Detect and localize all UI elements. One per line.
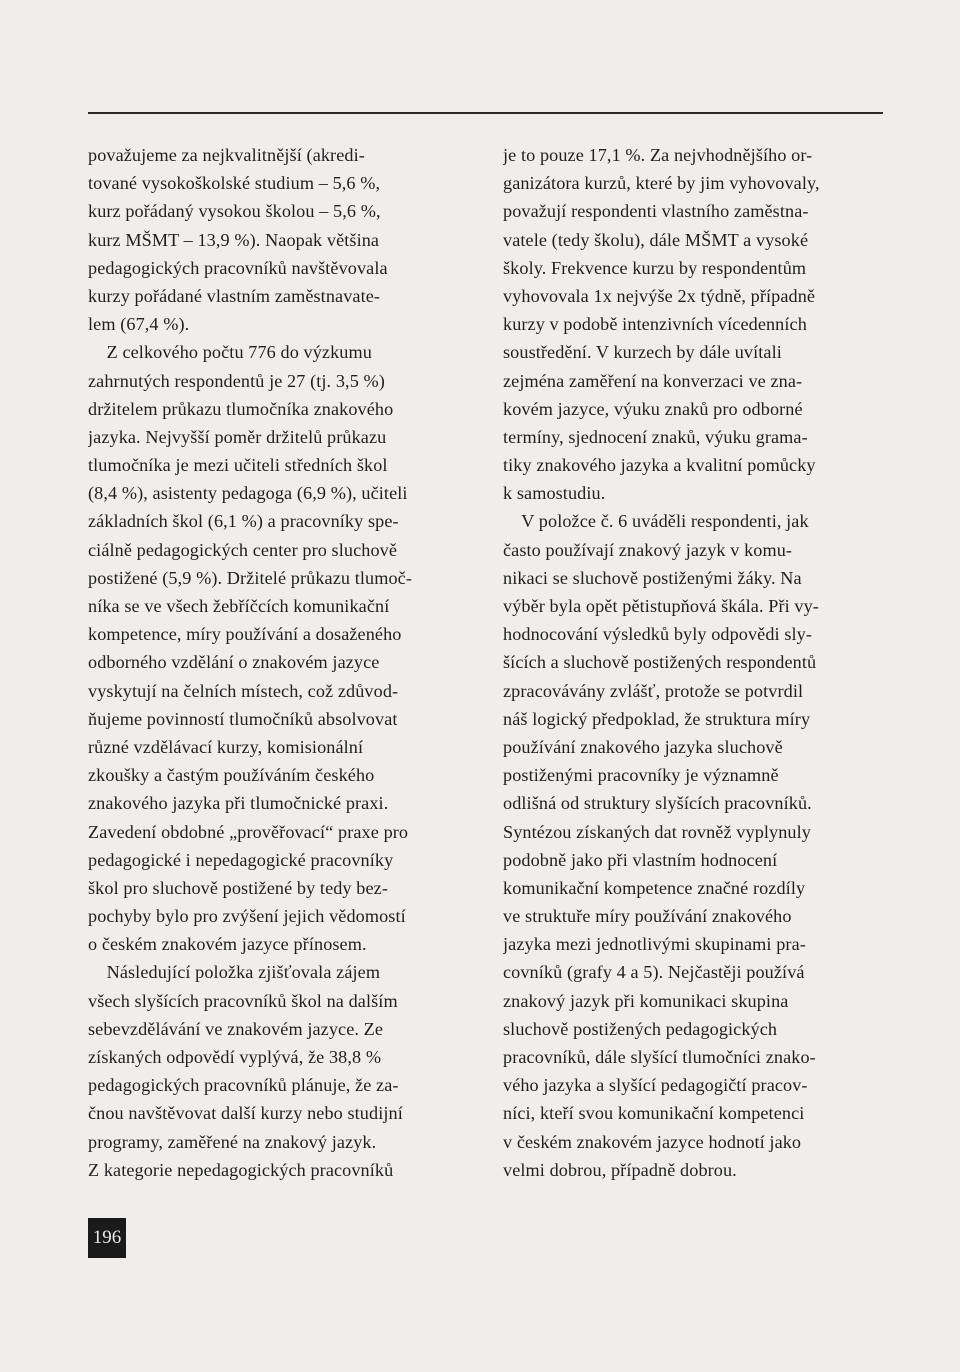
- text-line: vyhovovala 1x nejvýše 2x týdně, případně: [503, 285, 816, 306]
- text-line: vyskytují na čelních místech, což zdůvod-: [88, 680, 399, 701]
- text-line: tované vysokoškolské studium – 5,6 %,: [88, 173, 381, 194]
- text-line: pedagogických pracovníků plánuje, že za-: [88, 1075, 399, 1096]
- text-line: podobně jako při vlastním hodnocení: [503, 849, 778, 870]
- text-line: ciálně pedagogických center pro sluchově: [88, 539, 398, 560]
- text-line: termíny, sjednocení znaků, výuku grama-: [503, 426, 808, 447]
- text-line: sluchově postižených pedagogických: [503, 1018, 778, 1039]
- text-line: používání znakového jazyka sluchově: [503, 736, 783, 757]
- text-line: kurzy v podobě intenzivních vícedenních: [503, 314, 807, 335]
- text-line: výběr byla opět pětistupňová škála. Při vy-: [503, 596, 819, 616]
- text-line: pochyby bylo pro zvýšení jejich vědomostí: [88, 906, 406, 927]
- text-line: soustředění. V kurzech by dále uvítali: [503, 342, 782, 363]
- header-rule: [88, 112, 883, 114]
- text-line: k samostudiu.: [503, 483, 606, 504]
- text-line: škol pro sluchově postižené by tedy bez-: [88, 877, 388, 898]
- text-line: Z celkového počtu 776 do výzkumu: [88, 342, 372, 363]
- text-line: postižené (5,9 %). Držitelé průkazu tlumoč-: [88, 567, 412, 588]
- text-line: níci, kteří svou komunikační kompetenci: [503, 1103, 805, 1124]
- text-line: vatele (tedy školu), dále MŠMT a vysoké: [503, 229, 809, 250]
- text-line: sebevzdělávání ve znakovém jazyce. Ze: [88, 1018, 384, 1039]
- text-line: odborného vzdělání o znakovém jazyce: [88, 652, 380, 673]
- text-line: školy. Frekvence kurzu by respondentům: [503, 257, 807, 278]
- text-line: komunikační kompetence značné rozdíly: [503, 877, 806, 898]
- text-line: znakového jazyka při tlumočnické praxi.: [88, 793, 389, 814]
- text-line: kompetence, míry používání a dosaženého: [88, 624, 402, 645]
- text-line: ňujeme povinností tlumočníků absolvovat: [88, 708, 398, 729]
- text-line: šících a sluchově postižených respondentů: [503, 652, 817, 673]
- text-line: Zavedení obdobné „prověřovací“ praxe pro: [88, 821, 409, 842]
- text-line: nikaci se sluchově postiženými žáky. Na: [503, 567, 802, 588]
- text-line: kurzy pořádané vlastním zaměstnavate-: [88, 285, 381, 306]
- text-line: kovém jazyce, výuku znaků pro odborné: [503, 398, 803, 419]
- text-line: Z kategorie nepedagogických pracovníků: [88, 1159, 394, 1180]
- text-line: (8,4 %), asistenty pedagoga (6,9 %), učiteli: [88, 483, 408, 504]
- text-line: zpracovávány zvlášť, protože se potvrdil: [503, 680, 804, 701]
- text-line: o českém znakovém jazyce přínosem.: [88, 934, 367, 955]
- text-line: Syntézou získaných dat rovněž vyplynuly: [503, 821, 811, 842]
- text-line: získaných odpovědí vyplývá, že 38,8 %: [88, 1047, 382, 1067]
- text-line: čnou navštěvovat další kurzy nebo studijní: [88, 1103, 403, 1124]
- text-line: zkoušky a častým používáním českého: [88, 765, 375, 786]
- text-line: znakový jazyk při komunikaci skupina: [503, 990, 789, 1011]
- text-line: různé vzdělávací kurzy, komisionální: [88, 736, 364, 757]
- text-line: v českém znakovém jazyce hodnotí jako: [503, 1131, 802, 1152]
- text-line: držitelem průkazu tlumočníka znakového: [88, 398, 394, 419]
- text-line: zejména zaměření na konverzaci ve zna-: [503, 370, 803, 391]
- text-line: je to pouze 17,1 %. Za nejvhodnějšího or-: [503, 145, 813, 165]
- text-line: pracovníků, dále slyšící tlumočníci znako-: [503, 1047, 816, 1067]
- text-line: lem (67,4 %).: [88, 314, 190, 335]
- text-line: zahrnutých respondentů je 27 (tj. 3,5 %): [88, 370, 385, 391]
- text-line: níka se ve všech žebříčcích komunikační: [88, 596, 390, 616]
- text-line: ve struktuře míry používání znakového: [503, 906, 792, 927]
- text-line: vého jazyka a slyšící pedagogičtí pracov-: [503, 1075, 808, 1096]
- text-line: základních škol (6,1 %) a pracovníky spe-: [88, 511, 399, 532]
- text-line: programy, zaměřené na znakový jazyk.: [88, 1131, 377, 1152]
- text-line: často používají znakový jazyk v komu-: [503, 539, 793, 560]
- text-line: pedagogické i nepedagogické pracovníky: [88, 849, 394, 870]
- right-text-column: [503, 141, 879, 1184]
- text-line: covníků (grafy 4 a 5). Nejčastěji používá: [503, 962, 805, 983]
- text-line: velmi dobrou, případně dobrou.: [503, 1159, 737, 1180]
- text-line: tiky znakového jazyka a kvalitní pomůcky: [503, 455, 816, 476]
- text-line: jazyka. Nejvyšší poměr držitelů průkazu: [88, 426, 387, 447]
- text-line: jazyka mezi jednotlivými skupinami pra-: [503, 934, 806, 955]
- text-line: Následující položka zjišťovala zájem: [88, 962, 381, 983]
- text-line: považujeme za nejkvalitnější (akredi-: [88, 145, 365, 165]
- text-line: náš logický předpoklad, že struktura míry: [503, 708, 811, 729]
- text-line: postiženými pracovníky je významně: [503, 765, 779, 786]
- text-line: hodnocování výsledků byly odpovědi sly-: [503, 624, 813, 645]
- text-line: považují respondenti vlastního zaměstna-: [503, 201, 809, 222]
- text-line: odlišná od struktury slyšících pracovníků.: [503, 793, 812, 814]
- text-line: všech slyšících pracovníků škol na dalším: [88, 990, 398, 1011]
- page-number: 196: [88, 1218, 126, 1258]
- text-line: kurz pořádaný vysokou školou – 5,6 %,: [88, 201, 381, 222]
- text-line: ganizátora kurzů, které by jim vyhovovaly,: [503, 173, 820, 194]
- text-line: kurz MŠMT – 13,9 %). Naopak většina: [88, 229, 380, 250]
- left-text-column: [88, 141, 464, 1184]
- text-line: V položce č. 6 uváděli respondenti, jak: [503, 511, 809, 532]
- text-line: pedagogických pracovníků navštěvovala: [88, 257, 388, 278]
- text-line: tlumočníka je mezi učiteli středních škol: [88, 455, 388, 476]
